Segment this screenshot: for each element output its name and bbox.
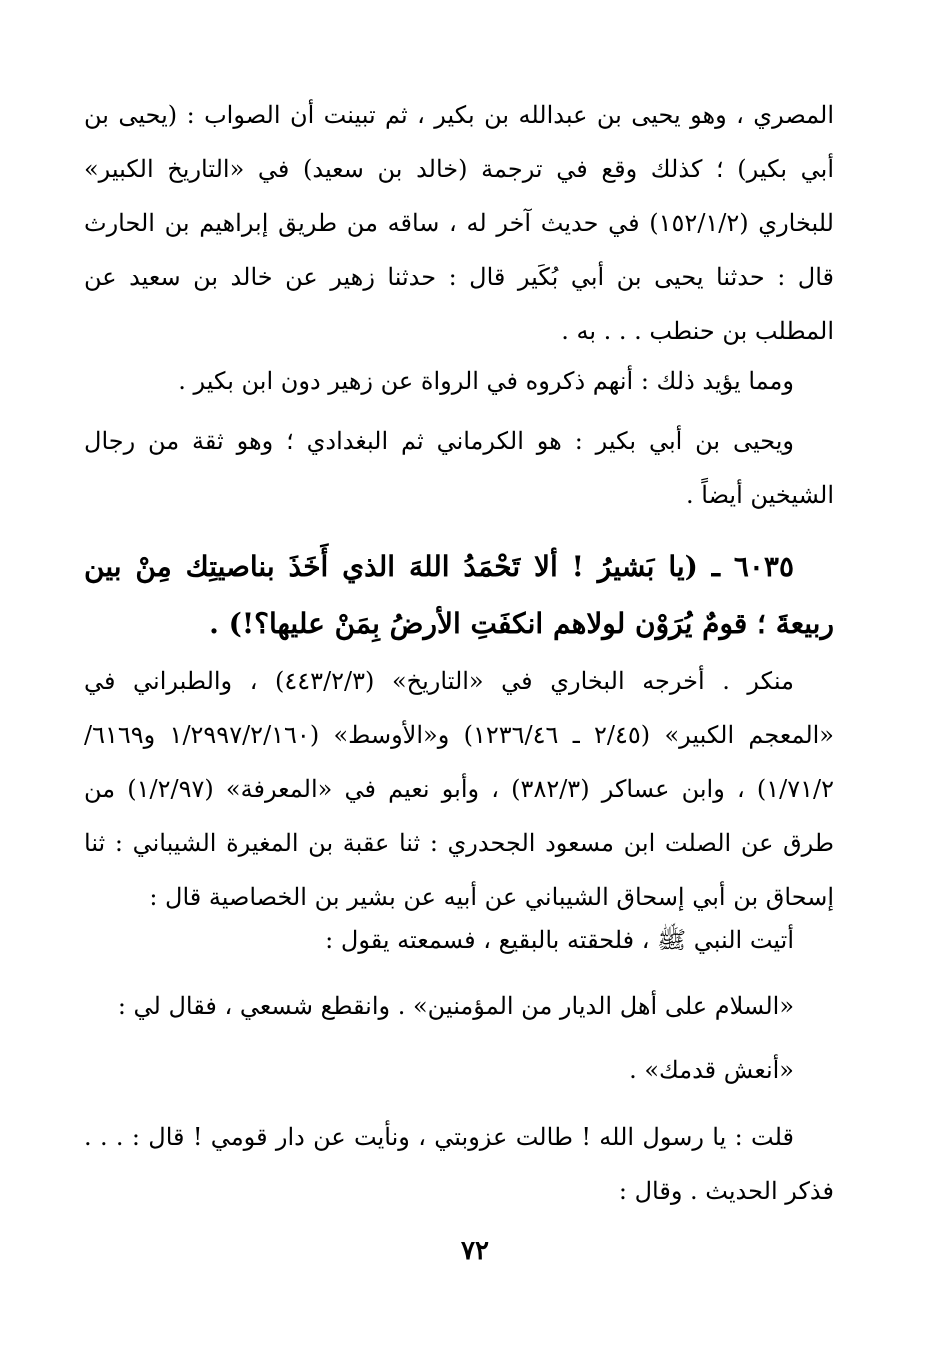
- paragraph-takhrij: منكر . أخرجه البخاري في «التاريخ» (٤٤٣/٢/٣) ، والطبراني في «المعجم الكبير» (٢/٤٥ ـ ١٢٣٦/٤٦) و«الأوسط» (١/٢٩٩٧/٢/١٦٠ و٦١٦٩/ ١/٧١/٢) ، وابن عساكر (٣٨٢/٣) ، وأبو نعيم في «المعرفة» (١/٢/٩٧) من طرق عن الصلت ابن مسعود الجحدري : ثنا عقبة بن المغيرة الشيباني : ثنا إسحاق بن أبي إسحاق الشيباني عن أبيه عن بشير بن الخصاصية قال :: [84, 667, 834, 911]
- paragraph-narration: أتيت النبي ﷺ ، فلحقته بالبقيع ، فسمعته يقول :: [325, 926, 794, 954]
- hadith-heading: ٦٠٣٥ ـ (يا بَشيرُ ! ألا تَحْمَدُ اللهَ الذي أَخَذَ بناصيتِك مِنْ بين ربيعةَ ؛ قومٌ يُرَوْن لولاهم انكفَتِ الأرضُ بِمَنْ عليها؟!) .: [84, 550, 834, 640]
- paragraph-supporting-note: ومما يؤيد ذلك : أنهم ذكروه في الرواة عن زهير دون ابن بكير .: [178, 367, 794, 395]
- paragraph-narrator-note: ويحيى بن أبي بكير : هو الكرماني ثم البغدادي ؛ وهو ثقة من رجال الشيخين أيضاً .: [84, 427, 834, 509]
- paragraph-narration: «أنعش قدمك» .: [629, 1056, 794, 1084]
- paragraph-continuation: المصري ، وهو يحيى بن عبدالله بن بكير ، ثم تبينت أن الصواب : (يحيى بن أبي بكير) ؛ كذلك وقع في ترجمة (خالد بن سعيد) في «التاريخ الكبير» للبخاري (١٥٢/١/٢) في حديث آخر له ، ساقه من طريق إبراهيم بن الحارث قال : حدثنا يحيى بن أبي بُكَير قال : حدثنا زهير عن خالد بن سعيد عن المطلب بن حنطب . . . به .: [84, 101, 835, 345]
- page-number: ٧٢: [461, 1236, 489, 1266]
- paragraph-narration: «السلام على أهل الديار من المؤمنين» . وانقطع شسعي ، فقال لي :: [117, 992, 794, 1020]
- paragraph-narration: قلت : يا رسول الله ! طالت عزوبتي ، ونأيت عن دار قومي ! قال : . . . فذكر الحديث . وقال :: [84, 1123, 834, 1205]
